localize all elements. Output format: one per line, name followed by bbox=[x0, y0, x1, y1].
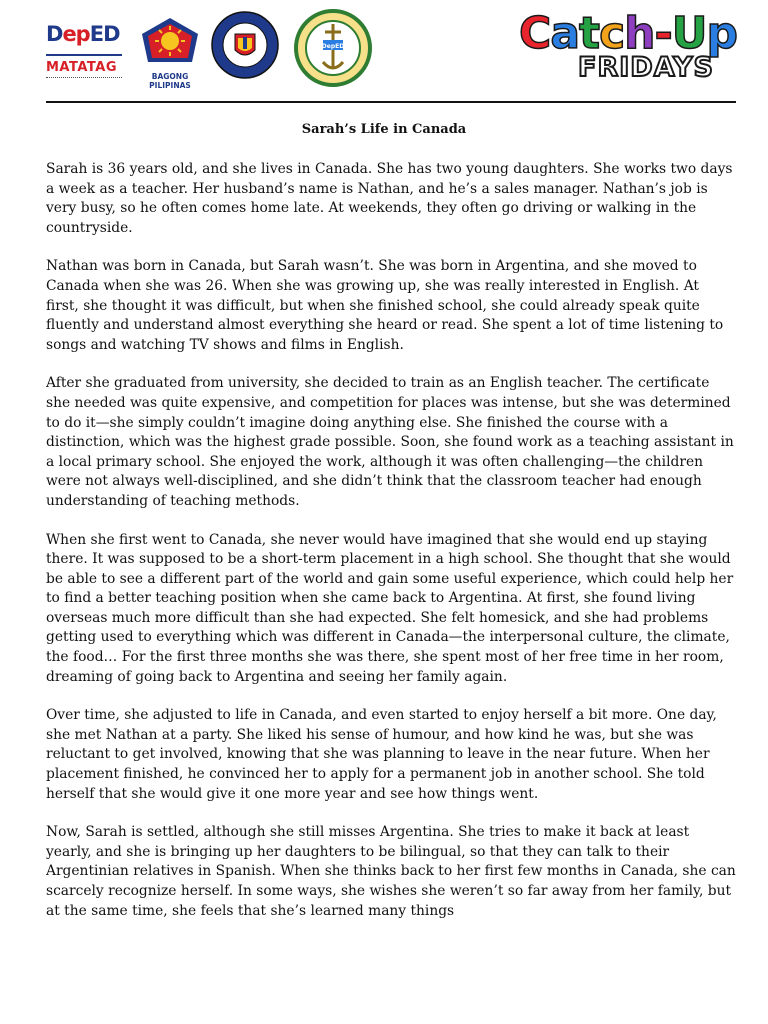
deped-divider bbox=[46, 54, 122, 56]
matatag-wordmark: MATATAG bbox=[46, 60, 117, 75]
catch-up-fridays-logo bbox=[516, 10, 740, 90]
paragraph: Nathan was born in Canada, but Sarah wasn’t. She was born in Argentina, and she moved to Canada when she was 26. When she was growing up, she was really interested in English. At first, she thought it was difficult, but when she finished school, she could already speak quite fluently and understand almost everything she heard or read. She spent a lot of time listening to songs and watching TV shows and films in English. bbox=[46, 258, 724, 353]
deped-matatag-logo bbox=[46, 14, 122, 78]
paragraph: Now, Sarah is settled, although she still misses Argentina. She tries to make it back at least yearly, and she is bringing up her daughters to be bilingual, so that they can talk to their Argentinian relatives in Spanish. When she thinks back to her first few months in Canada, she can scarcely recognize herself. In some ways, she wishes she weren’t so far away from her family, but at the same time, she feels that she’s learned many things bbox=[46, 824, 736, 919]
matatag-tagline-line bbox=[46, 77, 122, 81]
paragraph: When she first went to Canada, she never would have imagined that she would end up staying there. It was supposed to be a short-term placement in a high school. She thought that she would be able to see a different part of the world and gain some useful experience, which could help her to find a better teaching position when she came back to Argentina. At first, she found living overseas much more difficult than she had expected. She felt homesick, and she had problems getting used to everything which was different in Canada—the interpersonal culture, the climate, the food… For the first three months she was there, she spent most of her free time in her room, dreaming of going back to Argentina and seeing her family again. bbox=[46, 531, 734, 685]
header-divider bbox=[46, 101, 736, 103]
bagong-pilipinas-emblem-icon bbox=[134, 14, 206, 72]
paragraph: After she graduated from university, she decided to train as an English teacher. The certificate she needed was quite expensive, and competition for places was intense, but she was determined to do it—she simply couldn’t imagine doing anything else. She finished the course with a distinction, which was the highest grade possible. Soon, she found work as a teaching assistant in a local primary school. She enjoyed the work, although it was often challenging—the children were not always well-disciplined, and she didn’t think that the classroom teacher had enough understanding of teaching methods. bbox=[46, 375, 734, 509]
national-high-school-seal-icon bbox=[293, 8, 373, 88]
document-title: Sarah’s Life in Canada bbox=[301, 122, 467, 137]
school-seal bbox=[293, 8, 373, 88]
school-seal-badge-text: DepED bbox=[321, 43, 345, 50]
paragraph: Over time, she adjusted to life in Canada, and even started to enjoy herself a bit more. One day, she met Nathan at a party. She liked his sense of humour, and how kind he was, but she was reluctant to get involved, knowing that she was planning to leave in the near future. When her placement finished, he convinced her to apply for a permanent job in another school. She told herself that she would give it one more year and see how things went. bbox=[46, 707, 717, 802]
bagong-pilipinas-label: BAGONG PILIPINAS bbox=[149, 72, 191, 90]
page-header bbox=[0, 0, 768, 100]
fridays-wordmark: FRIDAYS bbox=[578, 52, 715, 83]
deped-wordmark: DepED bbox=[46, 22, 120, 46]
division-seal bbox=[210, 10, 280, 80]
document-body bbox=[46, 160, 736, 921]
paragraph: Sarah is 36 years old, and she lives in Canada. She has two young daughters. She works two days a week as a teacher. Her husband’s name is Nathan, and he’s a sales manager. Nathan’s job is very busy, so he often comes home late. At weekends, they often go driving or walking in the countryside. bbox=[46, 161, 733, 236]
schools-division-of-aurora-seal-icon bbox=[210, 10, 280, 80]
bagong-pilipinas-logo bbox=[134, 14, 206, 90]
catch-up-wordmark: Catch-Up bbox=[519, 8, 737, 59]
